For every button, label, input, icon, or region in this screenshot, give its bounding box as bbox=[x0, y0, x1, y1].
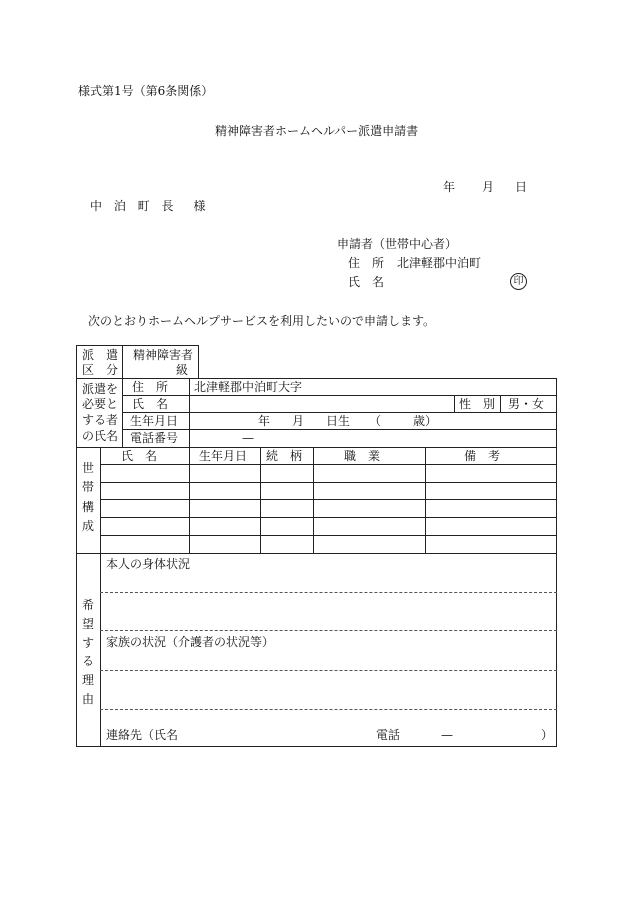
applicant-name-label: 氏 名 bbox=[348, 275, 385, 289]
reason-label-2: 望 bbox=[82, 617, 95, 631]
date-year-label: 年 bbox=[443, 180, 456, 194]
contact-close: ） bbox=[541, 728, 554, 742]
dispatch-category-label-2: 区 分 bbox=[82, 363, 119, 377]
household-col-birth: 生年月日 bbox=[199, 449, 248, 463]
person-name-label: 氏 名 bbox=[132, 397, 169, 411]
household-label-1: 世 bbox=[82, 461, 95, 475]
person-phone-value: — bbox=[242, 431, 254, 445]
person-age-open: （ bbox=[369, 414, 382, 428]
addressee: 中 泊 町 長 様 bbox=[90, 199, 210, 213]
reason-label-3: す bbox=[82, 636, 95, 650]
household-col-occupation: 職 業 bbox=[344, 449, 381, 463]
person-label-2: 必要と bbox=[82, 397, 119, 411]
person-phone-label: 電話番号 bbox=[130, 431, 179, 445]
household-col-relation: 続 柄 bbox=[266, 449, 303, 463]
reason-label-4: る bbox=[82, 654, 95, 668]
intro-text: 次のとおりホームヘルプサービスを利用したいので申請します。 bbox=[88, 314, 436, 328]
person-address-value: 北津軽郡中泊町大字 bbox=[194, 380, 303, 394]
seal-mark: 印 bbox=[510, 273, 527, 290]
dispatch-category-value: 精神障害者 bbox=[133, 348, 194, 362]
reason-family-label: 家族の状況（介護者の状況等） bbox=[106, 635, 275, 649]
person-birth-year: 年 bbox=[258, 414, 271, 428]
person-birth-label: 生年月日 bbox=[130, 414, 179, 428]
date-month-label: 月 bbox=[482, 180, 495, 194]
date-day-label: 日 bbox=[515, 180, 528, 194]
reason-label-6: 由 bbox=[82, 692, 95, 706]
contact-phone-dash: — bbox=[441, 728, 453, 742]
person-label-1: 派遣を bbox=[82, 382, 119, 396]
dispatch-grade-label: 級 bbox=[176, 363, 189, 377]
household-label-4: 成 bbox=[82, 519, 95, 533]
contact-phone-label: 電話 bbox=[376, 728, 401, 742]
person-birth-day: 日生 bbox=[326, 414, 351, 428]
person-label-3: する者 bbox=[82, 413, 119, 427]
applicant-label: 申請者（世帯中心者） bbox=[337, 237, 458, 251]
person-age-close: 歳） bbox=[413, 414, 438, 428]
document-title: 精神障害者ホームヘルパー派遣申請書 bbox=[215, 124, 419, 138]
applicant-address-value: 北津軽郡中泊町 bbox=[397, 256, 482, 270]
reason-physical-label: 本人の身体状況 bbox=[106, 557, 191, 571]
reason-label-5: 理 bbox=[82, 673, 95, 687]
form-number: 様式第1号（第6条関係） bbox=[78, 84, 214, 98]
household-label-3: 構 bbox=[82, 500, 95, 514]
application-form-table bbox=[76, 345, 557, 747]
reason-label-1: 希 bbox=[82, 598, 95, 612]
person-sex-label: 性 別 bbox=[459, 397, 496, 411]
person-birth-month: 月 bbox=[292, 414, 305, 428]
household-label-2: 帯 bbox=[82, 480, 95, 494]
contact-label: 連絡先（氏名 bbox=[106, 728, 179, 742]
dispatch-category-label-1: 派 遣 bbox=[82, 348, 119, 362]
household-col-remarks: 備 考 bbox=[464, 449, 501, 463]
person-address-label: 住 所 bbox=[132, 380, 169, 394]
applicant-address-label: 住 所 bbox=[348, 256, 385, 270]
household-col-name: 氏 名 bbox=[121, 449, 158, 463]
person-label-4: の氏名 bbox=[82, 429, 119, 443]
person-sex-value: 男・女 bbox=[508, 397, 545, 411]
